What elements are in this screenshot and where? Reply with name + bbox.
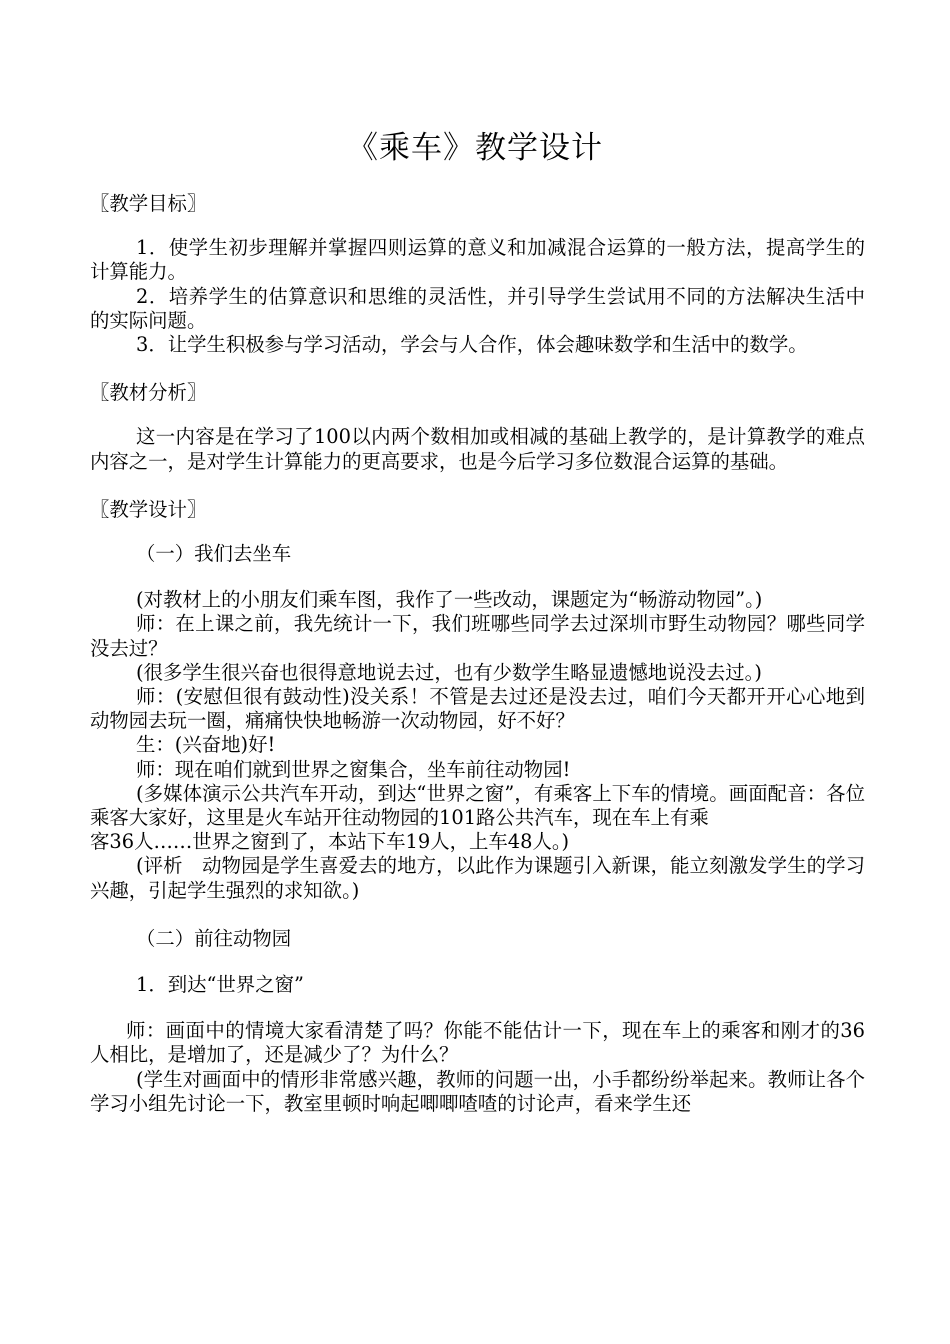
analysis-heading: 〖教材分析〗 bbox=[90, 381, 207, 405]
part1-paragraph: 师：在上课之前，我先统计一下，我们班哪些同学去过深圳市野生动物园？哪些同学没去过？ bbox=[90, 612, 865, 660]
part1-subheading: （一）我们去坐车 bbox=[136, 542, 292, 566]
part1-paragraph: 生：(兴奋地)好! bbox=[136, 733, 276, 757]
part1-paragraph: (对教材上的小朋友们乘车图，我作了一些改动，课题定为“畅游动物园”。) bbox=[136, 588, 763, 612]
analysis-text: 这一内容是在学习了100以内两个数相加或相减的基础上教学的，是计算教学的难点内容之一，是对学生计算能力的更高要求，也是今后学习多位数混合运算的基础。 bbox=[90, 425, 865, 473]
part1-paragraph: 客36人……世界之窗到了，本站下车19人，上车48人。) bbox=[90, 830, 570, 854]
goal-item-3: 3．让学生积极参与学习活动，学会与人合作，体会趣味数学和生活中的数学。 bbox=[136, 333, 808, 357]
part1-paragraph: 师：现在咱们就到世界之窗集合，坐车前往动物园! bbox=[136, 757, 571, 781]
goal-item-2: 2．培养学生的估算意识和思维的灵活性，并引导学生尝试用不同的方法解决生活中的实际问题。 bbox=[90, 284, 865, 332]
part1-paragraph: (多媒体演示公共汽车开动，到达“世界之窗”，有乘客上下车的情境。画面配音：各位乘客大家好，这里是火车站开往动物园的101路公共汽车，现在车上有乘 bbox=[90, 781, 865, 830]
part1-paragraph: 师：(安慰但很有鼓动性)没关系！不管是去过还是没去过，咱们今天都开开心心地到动物园去玩一圈，痛痛快快地畅游一次动物园，好不好？ bbox=[90, 685, 865, 733]
goals-heading: 〖教学目标〗 bbox=[90, 192, 207, 215]
part2-paragraph: 师：画面中的情境大家看清楚了吗？你能不能估计一下，现在车上的乘客和刚才的36人相比，是增加了，还是减少了？为什么？ bbox=[90, 1019, 865, 1067]
part1-paragraph: (评析 动物园是学生喜爱去的地方，以此作为课题引入新课，能立刻激发学生的学习兴趣，引起学生强烈的求知欲。) bbox=[90, 854, 865, 902]
goal-item-1: 1．使学生初步理解并掌握四则运算的意义和加减混合运算的一般方法，提高学生的计算能力。 bbox=[90, 236, 865, 284]
part2-step: 1．到达“世界之窗” bbox=[136, 973, 304, 997]
design-heading: 〖教学设计〗 bbox=[90, 497, 207, 521]
document-title: 《乘车》教学设计 bbox=[347, 130, 603, 166]
part2-subheading: （二）前往动物园 bbox=[136, 926, 292, 950]
part2-paragraph: (学生对画面中的情形非常感兴趣，教师的问题一出，小手都纷纷举起来。教师让各个学习小组先讨论一下，教室里顿时响起唧唧喳喳的讨论声，看来学生还 bbox=[90, 1067, 865, 1115]
part1-paragraph: (很多学生很兴奋也很得意地说去过，也有少数学生略显遗憾地说没去过。) bbox=[136, 660, 762, 684]
document-body bbox=[90, 192, 865, 1116]
